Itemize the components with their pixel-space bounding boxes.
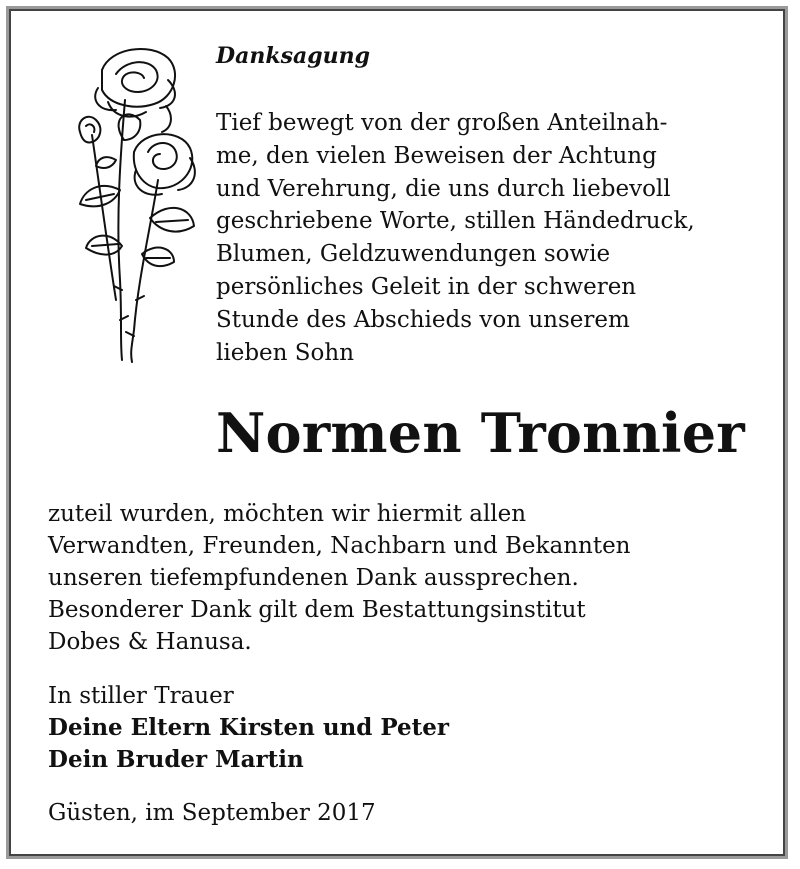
intro-line: lieben Sohn (216, 339, 355, 366)
deceased-name: Normen Tronnier (216, 401, 745, 465)
body-line: Dobes & Hanusa. (48, 629, 252, 655)
intro-line: persönliches Geleit in der schweren (216, 273, 637, 300)
intro-line: Tief bewegt von der großen Anteilnah- (216, 110, 668, 136)
body-line: zuteil wurden, möchten wir hiermit allen (48, 501, 527, 527)
body-paragraph (48, 498, 748, 658)
notice-heading: Danksagung (216, 43, 370, 69)
intro-line: Stunde des Abschieds von unserem (216, 306, 630, 333)
roses-illustration-icon (50, 40, 200, 370)
signatory-parents: Deine Eltern Kirsten und Peter (48, 714, 450, 741)
place-date: Güsten, im September 2017 (48, 800, 376, 826)
intro-line: me, den vielen Beweisen der Achtung (216, 142, 657, 169)
body-line: Verwandten, Freunden, Nachbarn und Bekannten (48, 533, 631, 559)
intro-paragraph (216, 107, 776, 369)
signature-block (48, 680, 449, 776)
body-line: unseren tiefempfundenen Dank aussprechen. (48, 565, 579, 591)
signatory-brother: Dein Bruder Martin (48, 746, 304, 773)
body-line: Besonderer Dank gilt dem Bestattungsinstitut (48, 597, 586, 623)
intro-line: geschriebene Worte, stillen Händedruck, (216, 208, 695, 235)
intro-line: und Verehrung, die uns durch liebevoll (216, 175, 671, 202)
mourning-line: In stiller Trauer (48, 683, 234, 709)
intro-line: Blumen, Geldzuwendungen sowie (216, 241, 611, 268)
